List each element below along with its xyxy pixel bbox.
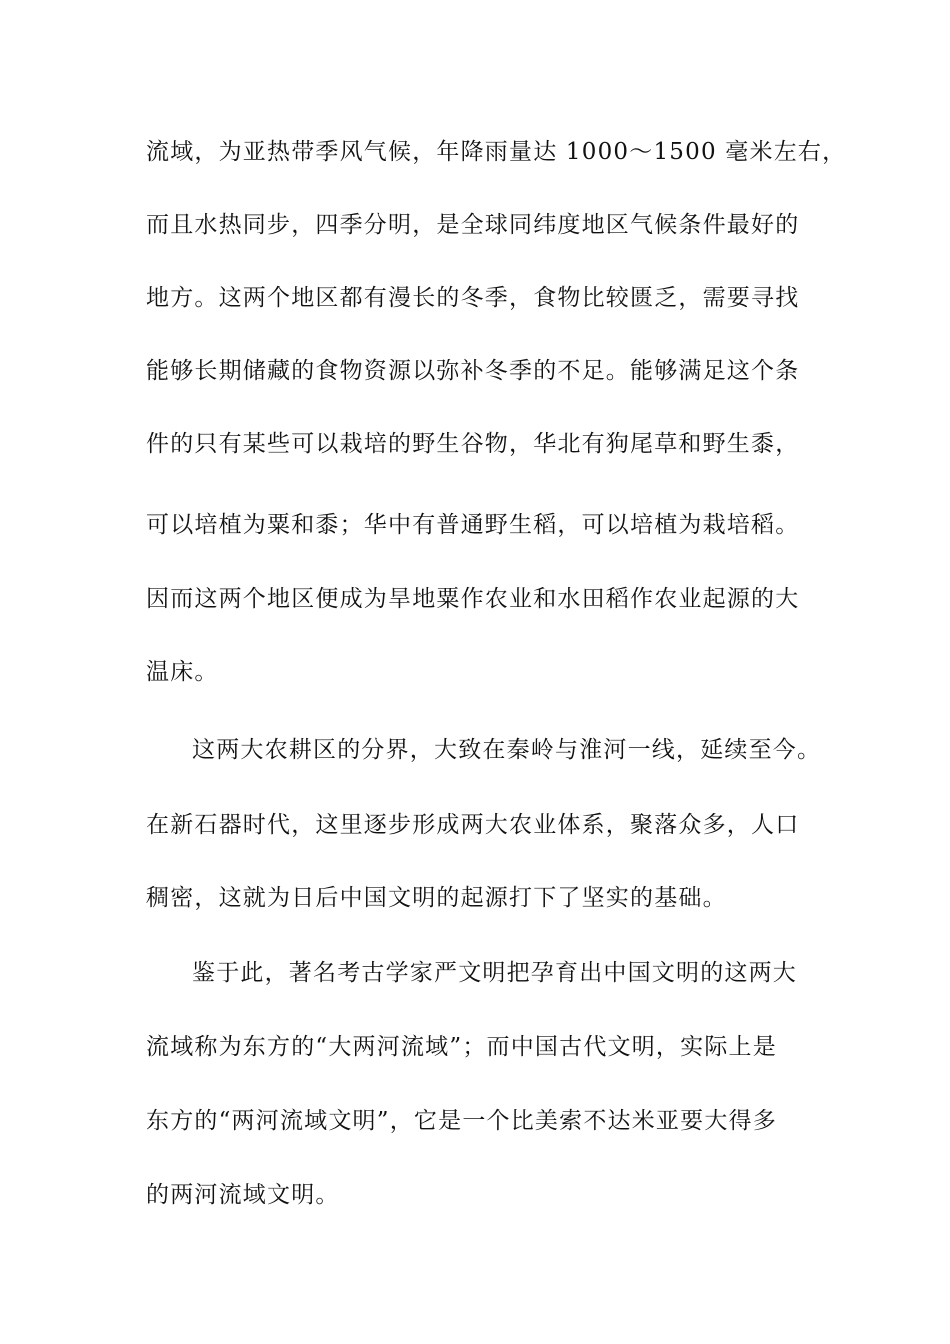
text-line: 东方的“两河流域文明”，它是一个比美索不达米亚要大得多	[146, 1108, 777, 1134]
text-line: 而且水热同步，四季分明，是全球同纬度地区气候条件最好的	[146, 212, 800, 238]
text-line: 流域称为东方的“大两河流域”；而中国古代文明，实际上是	[146, 1034, 777, 1060]
text-line: 的两河流域文明。	[146, 1182, 340, 1208]
paragraph-first-line: 鉴于此，著名考古学家严文明把孕育出中国文明的这两大	[192, 960, 797, 986]
text-line: 可以培植为粟和黍；华中有普通野生稻，可以培植为栽培稻。	[146, 512, 800, 538]
text-line: 因而这两个地区便成为旱地粟作农业和水田稻作农业起源的大	[146, 586, 800, 612]
text-line: 流域，为亚热带季风气候，年降雨量达 1000～1500 毫米左右，	[146, 139, 847, 165]
text-line: 能够长期储藏的食物资源以弥补冬季的不足。能够满足这个条	[146, 358, 800, 384]
text-line: 件的只有某些可以栽培的野生谷物，华北有狗尾草和野生黍，	[146, 431, 800, 457]
text-line: 在新石器时代，这里逐步形成两大农业体系，聚落众多，人口	[146, 812, 800, 838]
paragraph-first-line: 这两大农耕区的分界，大致在秦岭与淮河一线，延续至今。	[192, 737, 822, 763]
text-line: 稠密，这就为日后中国文明的起源打下了坚实的基础。	[146, 885, 727, 911]
text-line: 地方。这两个地区都有漫长的冬季，食物比较匮乏，需要寻找	[146, 285, 800, 311]
text-line: 温床。	[146, 659, 219, 685]
